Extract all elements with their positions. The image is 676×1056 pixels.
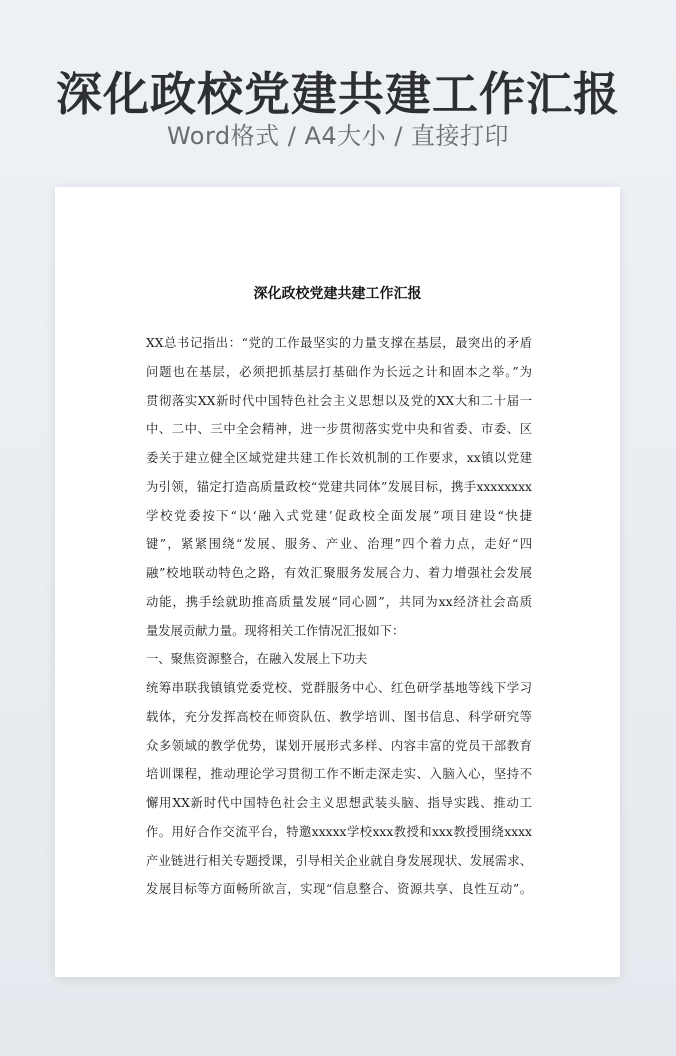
banner-subtitle: Word格式 / A4大小 / 直接打印	[166, 122, 510, 150]
body-line: 作。用好合作交流平台，特邀xxxxx学校xxx教授和xxx教授围绕xxxx	[146, 824, 532, 839]
body-line: 统筹串联我镇镇党委党校、党群服务中心、红色研学基地等线下学习	[146, 681, 532, 695]
document-body	[146, 329, 532, 904]
body-line: 众多领域的教学优势，谋划开展形式多样、内容丰富的党员干部教育	[146, 738, 532, 753]
body-line: 中、二中、三中全会精神，进一步贯彻落实党中央和省委、市委、区	[146, 422, 532, 437]
document-title: 深化政校党建共建工作汇报	[253, 286, 422, 302]
body-line: 量发展贡献力量。现将相关工作情况汇报如下：	[146, 623, 405, 638]
body-line: 问题也在基层，必须把抓基层打基础作为长远之计和固本之举。”为	[146, 364, 532, 379]
body-line: 委关于建立健全区域党建共建工作长效机制的工作要求，xx镇以党建	[146, 451, 532, 465]
body-line: 为引领，锚定打造高质量政校“党建共同体”发展目标，携手xxxxxxxx	[146, 479, 532, 494]
body-line: 动能，携手绘就助推高质量发展“同心圆”，共同为xx经济社会高质	[146, 594, 532, 609]
body-line: 载体，充分发挥高校在师资队伍、教学培训、图书信息、科学研究等	[146, 709, 532, 724]
body-line: 发展目标等方面畅所欲言，实现“信息整合、资源共享、良性互动”。	[146, 882, 532, 897]
section-heading: 一、聚焦资源整合，在融入发展上下功夫	[146, 652, 368, 667]
body-line: 学校党委按下“以‘融入式党建’促政校全面发展”项目建设“快捷	[146, 508, 532, 523]
body-line: 融”校地联动特色之路，有效汇聚服务发展合力、着力增强社会发展	[146, 566, 532, 580]
body-line: 懈用XX新时代中国特色社会主义思想武装头脑、指导实践、推动工	[146, 796, 532, 810]
body-line: 产业链进行相关专题授课，引导相关企业就自身发展现状、发展需求、	[146, 853, 532, 868]
body-line: 键”，紧紧围绕“发展、服务、产业、治理”四个着力点，走好“四	[146, 537, 532, 552]
body-line: XX总书记指出：“党的工作最坚实的力量支撑在基层，最突出的矛盾	[146, 336, 532, 350]
banner-title: 深化政校党建共建工作汇报	[56, 67, 620, 121]
body-line: 培训课程，推动理论学习贯彻工作不断走深走实、入脑入心，坚持不	[146, 767, 532, 782]
body-line: 贯彻落实XX新时代中国特色社会主义思想以及党的XX大和二十届一	[146, 393, 532, 408]
document-page	[55, 187, 620, 977]
